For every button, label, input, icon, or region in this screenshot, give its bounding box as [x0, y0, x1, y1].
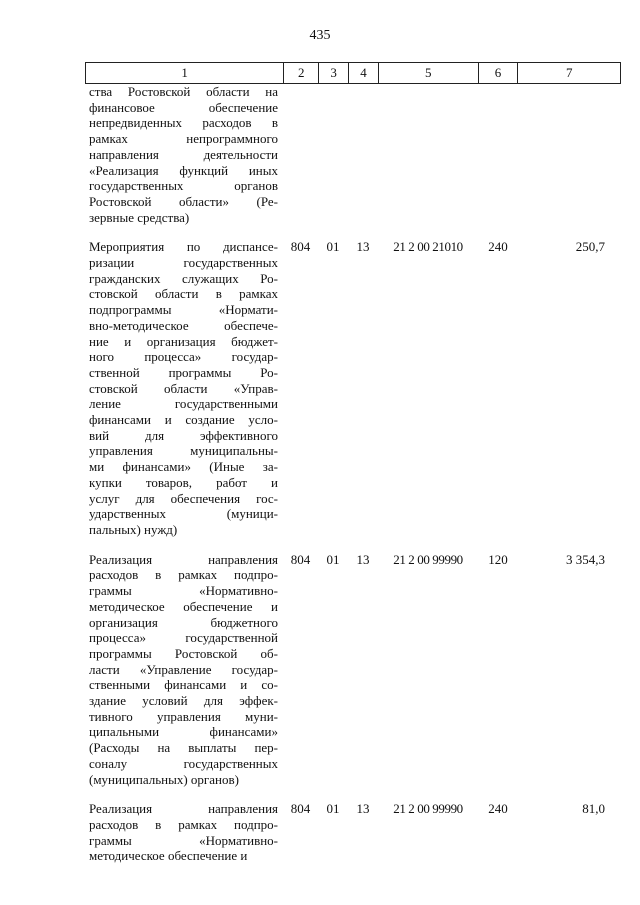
cell-c3: 01	[326, 239, 340, 255]
cell-c5: 21 2 00 21010	[393, 239, 463, 255]
row-description	[85, 552, 283, 788]
description-line: процесса» государственной	[89, 630, 278, 646]
description-line: стовской области в рамках	[89, 286, 278, 302]
table-body	[85, 84, 621, 864]
description-line: финансами и создание усло-	[89, 412, 278, 428]
description-line: (муниципальных) органов)	[89, 771, 239, 787]
description-line: услуг для обеспечения гос-	[89, 490, 278, 506]
cell-c4: 13	[356, 239, 370, 255]
cell-c4: 13	[356, 551, 370, 567]
column-header: 7	[517, 63, 620, 83]
table-row	[85, 239, 621, 537]
description-line: ударственных (муници-	[89, 506, 278, 522]
table-row	[85, 552, 621, 788]
description-line: финансовое обеспечение	[89, 99, 278, 115]
description-line: граммы «Нормативно-	[89, 832, 278, 848]
description-line: ного процесса» государ-	[89, 349, 278, 365]
description-line: зервные средства)	[89, 209, 190, 225]
description-line: ление государственными	[89, 396, 278, 412]
description-line: непредвиденных расходов в	[89, 115, 278, 131]
description-line: гражданских служащих Ро-	[89, 270, 278, 286]
description-line: ципальными финансами»	[89, 724, 278, 740]
table-row	[85, 84, 621, 225]
table-row	[85, 801, 621, 864]
description-line: ризации государственных	[89, 255, 278, 271]
description-line: программы Ростовской об-	[89, 645, 278, 661]
row-description	[85, 239, 283, 537]
cell-c7: 250,7	[575, 239, 605, 255]
description-line: ми финансами» (Иные за-	[89, 459, 278, 475]
description-line: ственными финансами и со-	[89, 677, 278, 693]
cell-c5: 21 2 00 99990	[393, 551, 463, 567]
description-line: Реализация направления	[89, 551, 278, 567]
description-line: расходов в рамках подпро-	[89, 816, 278, 832]
column-header: 1	[181, 65, 188, 80]
cell-c7: 3 354,3	[566, 551, 605, 567]
description-line: тивного управления муни-	[89, 708, 278, 724]
column-header: 4	[348, 63, 378, 83]
description-line: Реализация направления	[89, 801, 278, 817]
description-line: организация бюджетного	[89, 614, 278, 630]
description-line: пальных) нужд)	[89, 521, 178, 537]
cell-c6: 240	[488, 801, 508, 817]
column-header: 5	[378, 63, 478, 83]
description-line: Ростовской области» (Ре-	[89, 193, 278, 209]
description-line: подпрограммы «Нормати-	[89, 302, 278, 318]
table-header-row	[85, 62, 621, 84]
description-line: вно-методическое обеспече-	[89, 317, 278, 333]
cell-c7: 81,0	[582, 801, 605, 817]
description-line: «Реализация функций иных	[89, 162, 278, 178]
description-line: рамках непрограммного	[89, 131, 278, 147]
row-description	[85, 801, 283, 864]
row-description	[85, 84, 283, 225]
cell-c2: 804	[290, 239, 311, 255]
cell-c2: 804	[290, 801, 311, 817]
description-line: стовской области «Управ-	[89, 380, 278, 396]
column-header: 6	[478, 63, 518, 83]
cell-c3: 01	[326, 551, 340, 567]
cell-c2: 804	[290, 551, 311, 567]
description-line: Мероприятия по диспансе-	[89, 239, 278, 255]
budget-table	[85, 62, 621, 864]
description-line: вий для эффективного	[89, 427, 278, 443]
description-line: методическое обеспечение и	[89, 848, 248, 864]
description-line: соналу государственных	[89, 755, 278, 771]
page-number: 435	[309, 28, 331, 43]
cell-c3: 01	[326, 801, 340, 817]
description-line: здание условий для эффек-	[89, 693, 278, 709]
description-line: направления деятельности	[89, 146, 278, 162]
column-header: 2	[283, 63, 318, 83]
description-line: ства Ростовской области на	[89, 84, 278, 99]
description-line: расходов в рамках подпро-	[89, 567, 278, 583]
description-line: ние и организация бюджет-	[89, 333, 278, 349]
description-line: государственных органов	[89, 178, 278, 194]
cell-c4: 13	[356, 801, 370, 817]
column-header: 3	[318, 63, 348, 83]
description-line: граммы «Нормативно-	[89, 583, 278, 599]
description-line: ственной программы Ро-	[89, 364, 278, 380]
description-line: ласти «Управление государ-	[89, 661, 278, 677]
description-line: купки товаров, работ и	[89, 474, 278, 490]
cell-c6: 240	[488, 239, 508, 255]
cell-c5: 21 2 00 99990	[393, 801, 463, 817]
description-line: (Расходы на выплаты пер-	[89, 740, 278, 756]
cell-c6: 120	[488, 551, 508, 567]
description-line: управления муниципальны-	[89, 443, 278, 459]
description-line: методическое обеспечение и	[89, 598, 278, 614]
